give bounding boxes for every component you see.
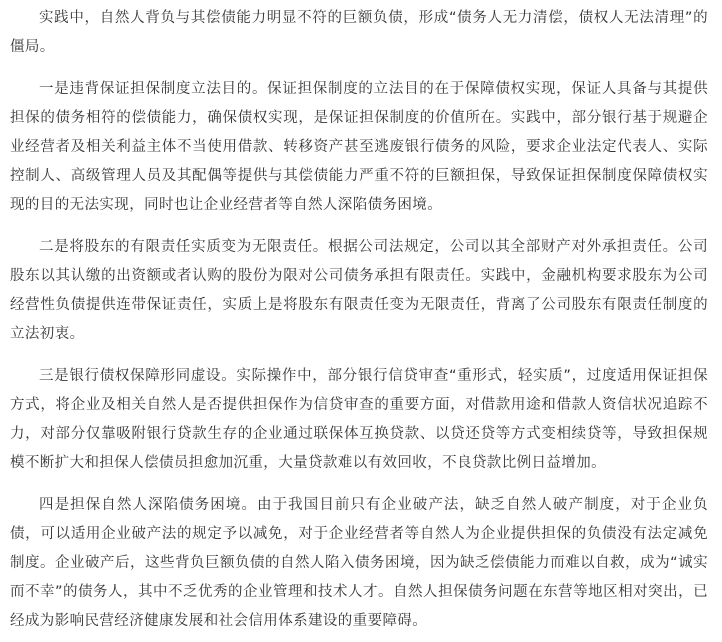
paragraph-point-three: 三是银行债权保障形同虚设。实际操作中，部分银行信贷审查“重形式，轻实质”，过度适用保证担保方式，将企业及相关自然人是否提供担保作为信贷审查的重要方面，对借款用途和借款人资信状况追踪不力，对部分仅靠吸附银行贷款生存的企业通过联保体互换贷款、以贷还贷等方式变相续贷等，导致担保规模不断扩大和担保人偿债员担愈加沉重，大量贷款难以有效回收，不良贷款比例日益增加。 — [10, 368, 708, 471]
paragraph-point-two: 二是将股东的有限责任实质变为无限责任。根据公司法规定，公司以其全部财产对外承担责任。公司股东以其认缴的出资额或者认购的股份为限对公司债务承担有限责任。实践中，金融机构要求股东为公司经营性负债提供连带保证责任，实质上是将股东有限责任变为无限责任，背离了公司股东有限责任制度的立法初衷。 — [10, 239, 708, 342]
paragraph-point-one: 一是违背保证担保制度立法目的。保证担保制度的立法目的在于保障债权实现，保证人具备与其提供担保的债务相符的偿债能力，确保债权实现，是保证担保制度的价值所在。实践中，部分银行基于规避企业经营者及相关利益主体不当使用借款、转移资产甚至逃废银行债务的风险，要求企业法定代表人、实际控制人、高级管理人员及其配偶等提供与其偿债能力严重不符的巨额担保，导致保证担保制度保障债权实现的目的无法实现，同时也让企业经营者等自然人深陷债务困境。 — [10, 81, 708, 213]
paragraph-point-four: 四是担保自然人深陷债务困境。由于我国目前只有企业破产法，缺乏自然人破产制度，对于企业负债，可以适用企业破产法的规定予以减免，对于企业经营者等自然人为企业提供担保的负债没有法定减免制度。企业破产后，这些背负巨额负债的自然人陷入债务困境，因为缺乏偿债能力而难以自救，成为“诚实而不幸”的债务人，其中不乏优秀的企业管理和技术人才。自然人担保债务问题在东营等地区相对突出，已经成为影响民营经济健康发展和社会信用体系建设的重要障碍。 — [10, 497, 708, 629]
paragraph-intro: 实践中，自然人背负与其偿债能力明显不符的巨额负债，形成“债务人无力清偿，债权人无法清理”的僵局。 — [10, 10, 708, 55]
